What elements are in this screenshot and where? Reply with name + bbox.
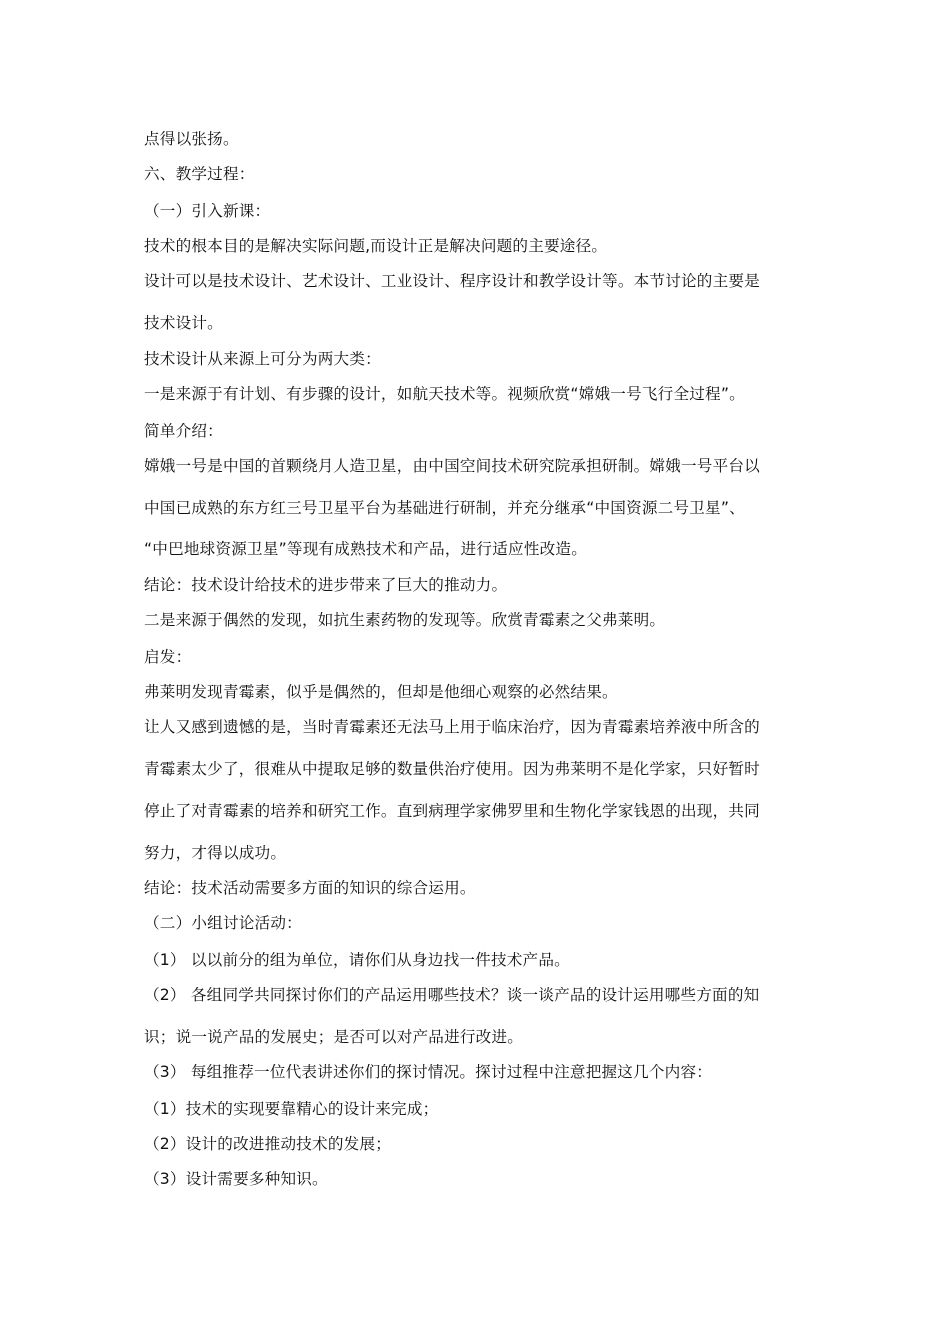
text-line: 停止了对青霉素的培养和研究工作。直到病理学家佛罗里和生物化学家钱恩的出现，共同 [144, 802, 760, 820]
subsection-heading: （二）小组讨论活动： [144, 914, 302, 932]
list-item: （2） 各组同学共同探讨你们的产品运用哪些技术？谈一谈产品的设计运用哪些方面的知 [144, 986, 760, 1004]
conclusion-line: 结论：技术活动需要多方面的知识的综合运用。 [144, 879, 476, 897]
text-line: 二是来源于偶然的发现，如抗生素药物的发现等。欣赏青霉素之父弗莱明。 [144, 611, 666, 629]
text-line: 一是来源于有计划、有步骤的设计，如航天技术等。视频欣赏“嫦娥一号飞行全过程”。 [144, 385, 745, 403]
text-line: 技术设计。 [144, 314, 223, 332]
text-line: 设计可以是技术设计、艺术设计、工业设计、程序设计和教学设计等。本节讨论的主要是 [144, 272, 760, 290]
text-line: 启发： [144, 648, 192, 666]
text-line: 识；说一说产品的发展史；是否可以对产品进行改进。 [144, 1028, 524, 1046]
text-line: 弗莱明发现青霉素，似乎是偶然的，但却是他细心观察的必然结果。 [144, 683, 618, 701]
text-line: 青霉素太少了，很难从中提取足够的数量供治疗使用。因为弗莱明不是化学家，只好暂时 [144, 760, 760, 778]
text-line: 中国已成熟的东方红三号卫星平台为基础进行研制，并充分继承“中国资源二号卫星”、 [144, 499, 745, 517]
list-item: （2）设计的改进推动技术的发展； [144, 1135, 392, 1153]
list-item: （3）设计需要多种知识。 [144, 1170, 328, 1188]
text-line: 点得以张扬。 [144, 130, 239, 148]
text-line: 技术的根本目的是解决实际问题,而设计正是解决问题的主要途径。 [144, 237, 608, 255]
text-line: 让人又感到遗憾的是，当时青霉素还无法马上用于临床治疗，因为青霉素培养液中所含的 [144, 718, 760, 736]
list-item: （1） 以以前分的组为单位，请你们从身边找一件技术产品。 [144, 951, 570, 969]
list-item: （3） 每组推荐一位代表讲述你们的探讨情况。探讨过程中注意把握这几个内容： [144, 1063, 713, 1081]
subsection-heading: （一）引入新课： [144, 202, 271, 220]
text-line: 嫦娥一号是中国的首颗绕月人造卫星，由中国空间技术研究院承担研制。嫦娥一号平台以 [144, 457, 760, 475]
conclusion-line: 结论：技术设计给技术的进步带来了巨大的推动力。 [144, 576, 508, 594]
text-line: 技术设计从来源上可分为两大类： [144, 350, 381, 368]
list-item: （1）技术的实现要靠精心的设计来完成； [144, 1100, 439, 1118]
text-line: “中巴地球资源卫星”等现有成熟技术和产品，进行适应性改造。 [144, 540, 587, 558]
text-line: 努力，才得以成功。 [144, 844, 287, 862]
section-heading: 六、教学过程： [144, 165, 255, 183]
text-line: 简单介绍： [144, 422, 223, 440]
